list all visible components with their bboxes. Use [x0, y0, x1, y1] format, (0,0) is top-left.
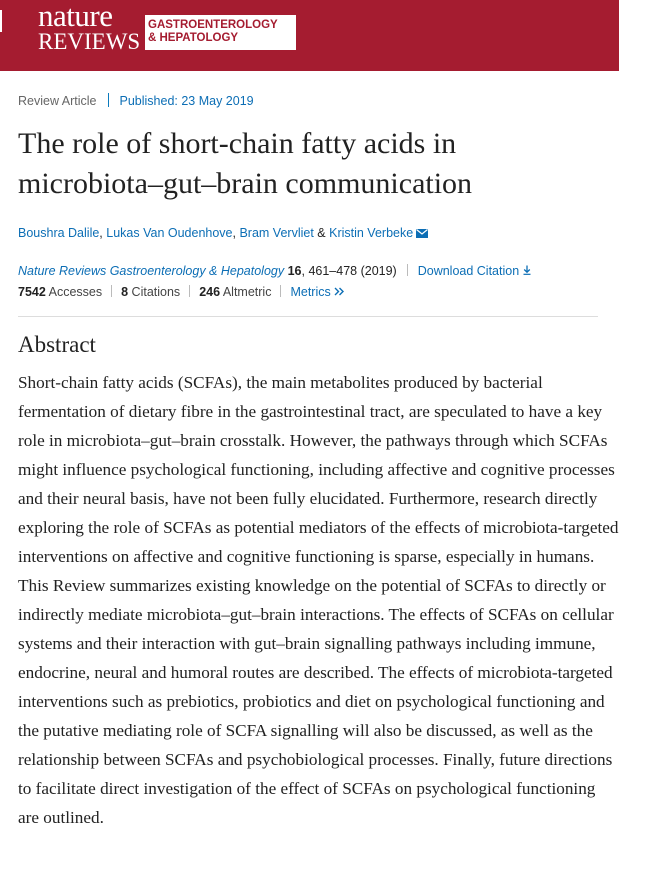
- journal-name-line-2: & HEPATOLOGY: [148, 32, 239, 44]
- altmetric-count: 246: [199, 285, 221, 299]
- double-chevron-right-icon: [334, 287, 344, 296]
- article-type: Review Article: [18, 94, 97, 108]
- citations-count: 8: [121, 285, 129, 299]
- altmetric-label: Altmetric: [222, 285, 272, 299]
- page-range: , 461–478 (2019): [301, 264, 397, 278]
- metrics-divider: [111, 285, 112, 297]
- metrics-link[interactable]: [290, 285, 344, 299]
- author-separator: &: [313, 226, 330, 240]
- accesses-count: 7542: [18, 285, 46, 299]
- abstract-text: Short-chain fatty acids (SCFAs), the main metabolites produced by bacterial fermentation of dietary fibre in the gastrointestinal tract, are speculated to have a key role in microbiota–gut–brain crosstalk. However, the pathways through which SCFAs might influence psychological functioning, including affective and cognitive processes and their neural basis, have not been fully elucidated. Furthermore, research directly exploring the role of SCFAs as potential mediators of the effects of microbiota-targeted interventions on affective and cognitive functioning is sparse, especially in humans. This Review summarizes existing knowledge on the potential of SCFAs to directly or indirectly mediate microbiota–gut–brain interactions. The effects of SCFAs on cellular systems and their interaction with gut–brain signalling pathways including immune, endocrine, neural and humoral routes are described. The effects of microbiota-targeted interventions such as prebiotics, probiotics and diet on psychological functioning and the putative mediating role of SCFA signalling will also be discussed, as well as the relationship between SCFAs and psychobiological processes. Finally, future directions to facilitate direct investigation of the effect of SCFAs on psychological functioning are outlined.: [18, 373, 619, 827]
- author-link[interactable]: Bram Vervliet: [239, 226, 314, 240]
- page-right-gutter: [619, 0, 650, 892]
- author-list: [18, 226, 428, 240]
- article-title: The role of short-chain fatty acids in microbiota–gut–brain communication: [18, 127, 473, 200]
- journal-masthead: [0, 0, 619, 71]
- meta-divider: [108, 93, 109, 107]
- author-link[interactable]: Kristin Verbeke: [329, 226, 414, 240]
- metrics-link-label: Metrics: [290, 285, 331, 299]
- download-citation-label: Download Citation: [417, 264, 520, 278]
- citations-label: Citations: [131, 285, 181, 299]
- nature-logo[interactable]: nature: [38, 0, 113, 33]
- volume-number: 16: [287, 264, 302, 278]
- citation-line: [18, 264, 531, 278]
- author-link[interactable]: Lukas Van Oudenhove: [106, 226, 233, 240]
- masthead-edge-mark: [0, 10, 6, 32]
- accesses-label: Accesses: [48, 285, 103, 299]
- author-separator: ,: [99, 226, 107, 240]
- abstract-heading: Abstract: [18, 332, 96, 357]
- article-meta: [18, 93, 254, 108]
- journal-name-line-1: GASTROENTEROLOGY: [148, 19, 278, 31]
- metrics-bar: [18, 285, 344, 299]
- envelope-icon[interactable]: [416, 229, 428, 238]
- download-citation-link[interactable]: [418, 264, 531, 278]
- citation-divider: [407, 264, 408, 276]
- journal-link[interactable]: Nature Reviews Gastroenterology & Hepatology: [18, 264, 285, 278]
- download-arrow-icon: [523, 265, 531, 275]
- author-link[interactable]: Boushra Dalile: [18, 226, 100, 240]
- published-date: Published: 23 May 2019: [119, 94, 254, 108]
- journal-name-badge[interactable]: [145, 15, 296, 50]
- metrics-divider: [189, 285, 190, 297]
- metrics-divider: [280, 285, 281, 297]
- section-divider: [18, 316, 598, 317]
- reviews-logo[interactable]: REVIEWS: [38, 29, 141, 54]
- author-separator: ,: [232, 226, 240, 240]
